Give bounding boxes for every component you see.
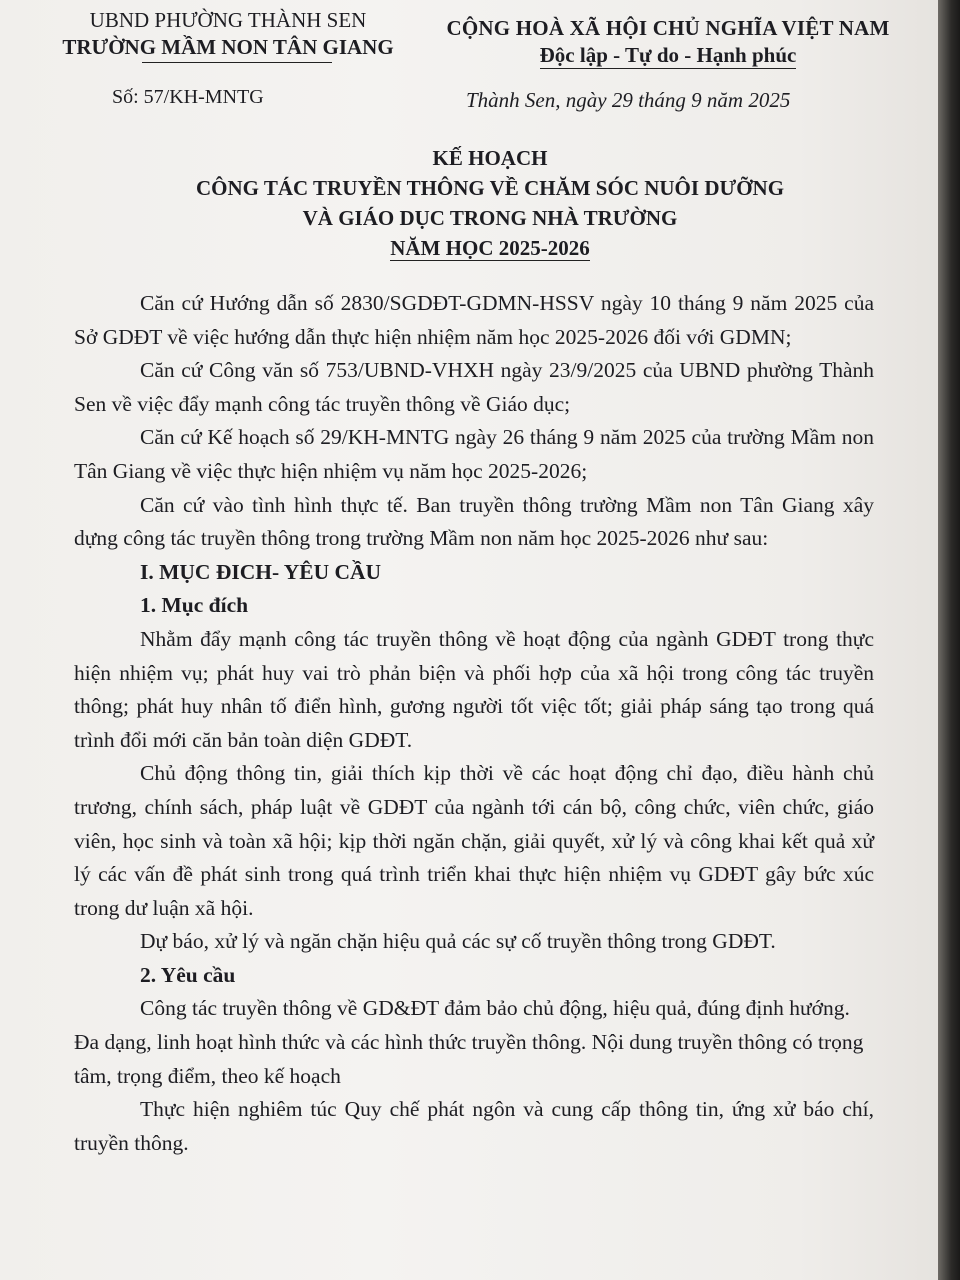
paragraph-purpose-1: Nhằm đẩy mạnh công tác truyền thông về hoạt động của ngành GDĐT trong thực hiện nhiệm vụ; phát huy vai trò phản biện và phối hợp của xã hội trong công tác truyền thông; phát huy nhân tố điển hình, gương người tốt việc tốt; giải pháp sáng tạo trong quá trình đổi mới căn bản toàn diện GDĐT. xyxy=(74,626,874,752)
document-title xyxy=(40,143,938,263)
page-edge-shadow xyxy=(938,0,960,1280)
document-body xyxy=(74,287,874,1160)
agency-name: UBND PHƯỜNG THÀNH SEN xyxy=(89,8,367,32)
subsection-heading-requirements: 2. Yêu cầu xyxy=(140,962,236,987)
paragraph-basis-2: Căn cứ Công văn số 753/UBND-VHXH ngày 23/9/2025 của UBND phường Thành Sen về việc đẩy mạnh công tác truyền thông về Giáo dục; xyxy=(74,358,874,416)
title-line-3: VÀ GIÁO DỤC TRONG NHÀ TRƯỜNG xyxy=(302,206,678,230)
paragraph-basis-1: Căn cứ Hướng dẫn số 2830/SGDĐT-GDMN-HSSV ngày 10 tháng 9 năm 2025 của Sở GDĐT về việc hướng dẫn thực hiện nhiệm năm học 2025-2026 đối với GDMN; xyxy=(74,291,874,349)
school-name: TRƯỜNG MẦM NON TÂN GIANG xyxy=(62,35,394,59)
document-number: Số: 57/KH-MNTG xyxy=(112,86,264,108)
agency-underline xyxy=(142,62,332,63)
country-name: CỘNG HOÀ XÃ HỘI CHỦ NGHĨA VIỆT NAM xyxy=(446,16,890,40)
national-motto-block xyxy=(408,14,928,68)
section-heading-1: I. MỤC ĐICH- YÊU CẦU xyxy=(140,559,382,584)
paragraph-purpose-2: Chủ động thông tin, giải thích kịp thời về các hoạt động chỉ đạo, điều hành chủ trương, chính sách, pháp luật về GDĐT của ngành tới cán bộ, công chức, viên chức, giáo viên, học sinh và toàn xã hội; kịp thời ngăn chặn, giải quyết, xử lý và công khai kết quả xử lý các vấn đề phát sinh trong quá trình triển khai thực hiện nhiệm vụ GDĐT gây bức xúc trong dư luận xã hội. xyxy=(74,761,874,920)
issuing-agency-block xyxy=(42,6,414,60)
paragraph-requirements-2: Thực hiện nghiêm túc Quy chế phát ngôn và cung cấp thông tin, ứng xử báo chí, truyền thông. xyxy=(74,1097,874,1155)
paragraph-basis-3: Căn cứ Kế hoạch số 29/KH-MNTG ngày 26 tháng 9 năm 2025 của trường Mầm non Tân Giang về việc thực hiện nhiệm vụ năm học 2025-2026; xyxy=(74,425,874,483)
paragraph-purpose-3: Dự báo, xử lý và ngăn chặn hiệu quả các sự cố truyền thông trong GDĐT. xyxy=(140,929,776,954)
title-line-4: NĂM HỌC 2025-2026 xyxy=(390,236,590,260)
motto: Độc lập - Tự do - Hạnh phúc xyxy=(539,43,797,67)
paragraph-requirements-1: Công tác truyền thông về GD&ĐT đảm bảo chủ động, hiệu quả, đúng định hướng. Đa dạng, linh hoạt hình thức và các hình thức truyền thông. Nội dung truyền thông có trọng tâm, trọng điểm, theo kế hoạch xyxy=(74,996,864,1088)
subsection-heading-purpose: 1. Mục đích xyxy=(140,593,249,618)
title-line-2: CÔNG TÁC TRUYỀN THÔNG VỀ CHĂM SÓC NUÔI DƯỠNG xyxy=(195,176,785,200)
title-line-1: KẾ HOẠCH xyxy=(432,146,548,170)
paragraph-basis-4: Căn cứ vào tình hình thực tế. Ban truyền thông trường Mầm non Tân Giang xây dựng công tác truyền thông trong trường Mầm non năm học 2025-2026 như sau: xyxy=(74,492,874,551)
place-and-date: Thành Sen, ngày 29 tháng 9 năm 2025 xyxy=(466,88,791,112)
